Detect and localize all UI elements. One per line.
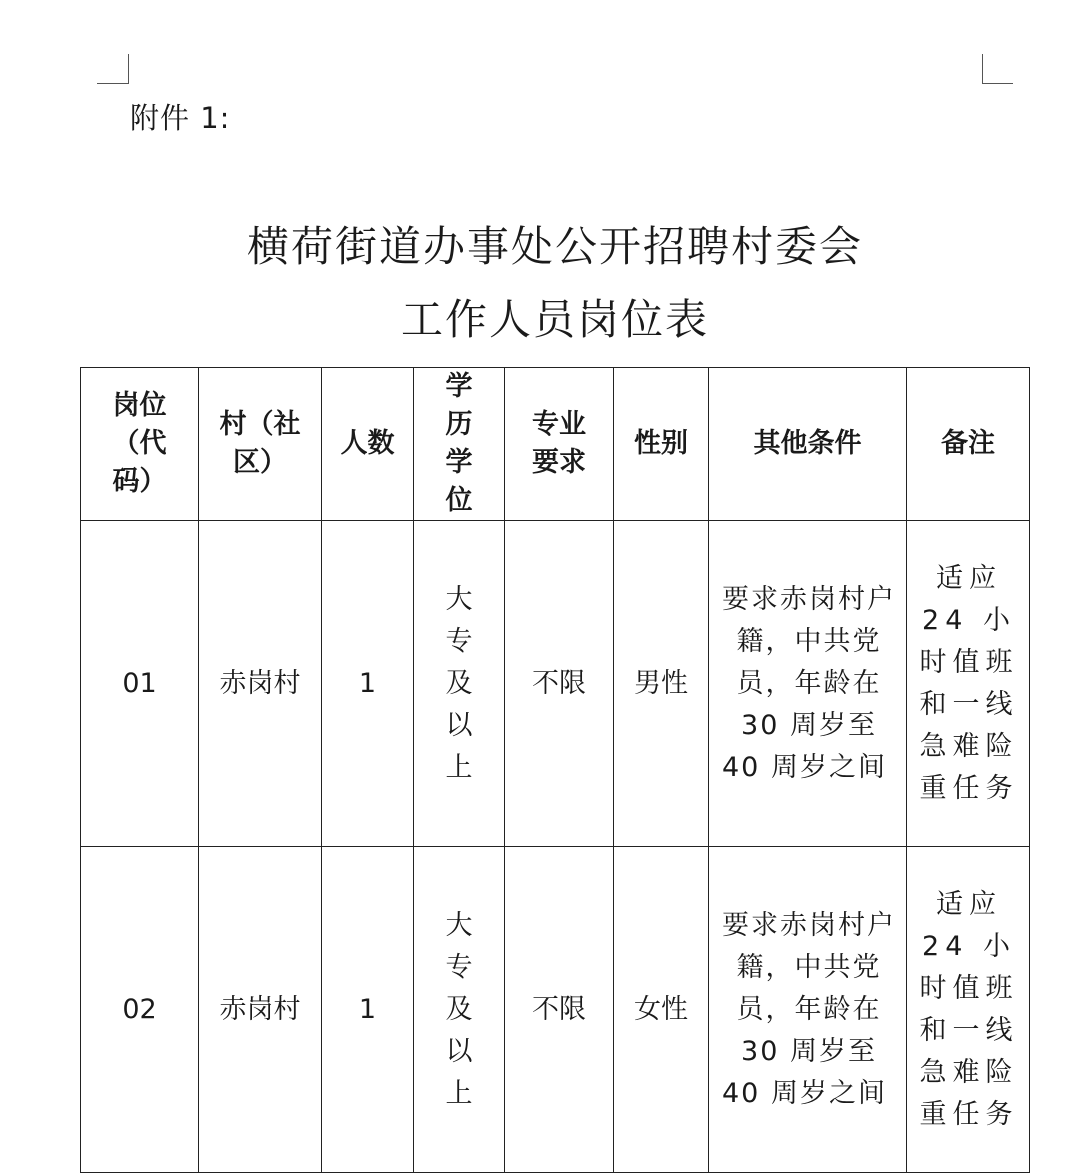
cell-count: 1 — [322, 521, 414, 847]
header-major: 专业要求 — [505, 368, 614, 521]
cell-village: 赤岗村 — [199, 521, 322, 847]
cell-gender: 女性 — [614, 847, 709, 1173]
cell-major: 不限 — [505, 847, 614, 1173]
cell-education: 大专及以上 — [414, 847, 505, 1173]
header-count: 人数 — [322, 368, 414, 521]
header-gender: 性别 — [614, 368, 709, 521]
cell-notes: 适应 24 小时值班和一线急难险重任务 — [907, 521, 1030, 847]
table-row — [81, 521, 1030, 847]
header-education: 学历学位 — [414, 368, 505, 521]
cell-code: 02 — [81, 847, 199, 1173]
cell-major: 不限 — [505, 521, 614, 847]
page-corner-mark-top-left — [97, 54, 129, 84]
page-corner-mark-top-right — [982, 54, 1013, 84]
cell-village: 赤岗村 — [199, 847, 322, 1173]
header-village: 村（社区） — [199, 368, 322, 521]
cell-conditions: 要求赤岗村户籍，中共党员，年龄在 30 周岁至 40 周岁之间 — [709, 847, 907, 1173]
attachment-label: 附件 1: — [130, 101, 231, 135]
document-title-line-1: 横荷街道办事处公开招聘村委会 — [246, 222, 863, 271]
cell-education: 大专及以上 — [414, 521, 505, 847]
cell-count: 1 — [322, 847, 414, 1173]
cell-gender: 男性 — [614, 521, 709, 847]
cell-conditions: 要求赤岗村户籍，中共党员，年龄在 30 周岁至 40 周岁之间 — [709, 521, 907, 847]
document-title-line-2: 工作人员岗位表 — [400, 295, 709, 344]
header-code: 岗位（代码） — [81, 368, 199, 521]
positions-table — [80, 367, 1030, 1173]
cell-code: 01 — [81, 521, 199, 847]
cell-notes: 适应 24 小时值班和一线急难险重任务 — [907, 847, 1030, 1173]
header-conditions: 其他条件 — [709, 368, 907, 521]
table-header-row — [81, 368, 1030, 521]
table-row — [81, 847, 1030, 1173]
header-notes: 备注 — [907, 368, 1030, 521]
